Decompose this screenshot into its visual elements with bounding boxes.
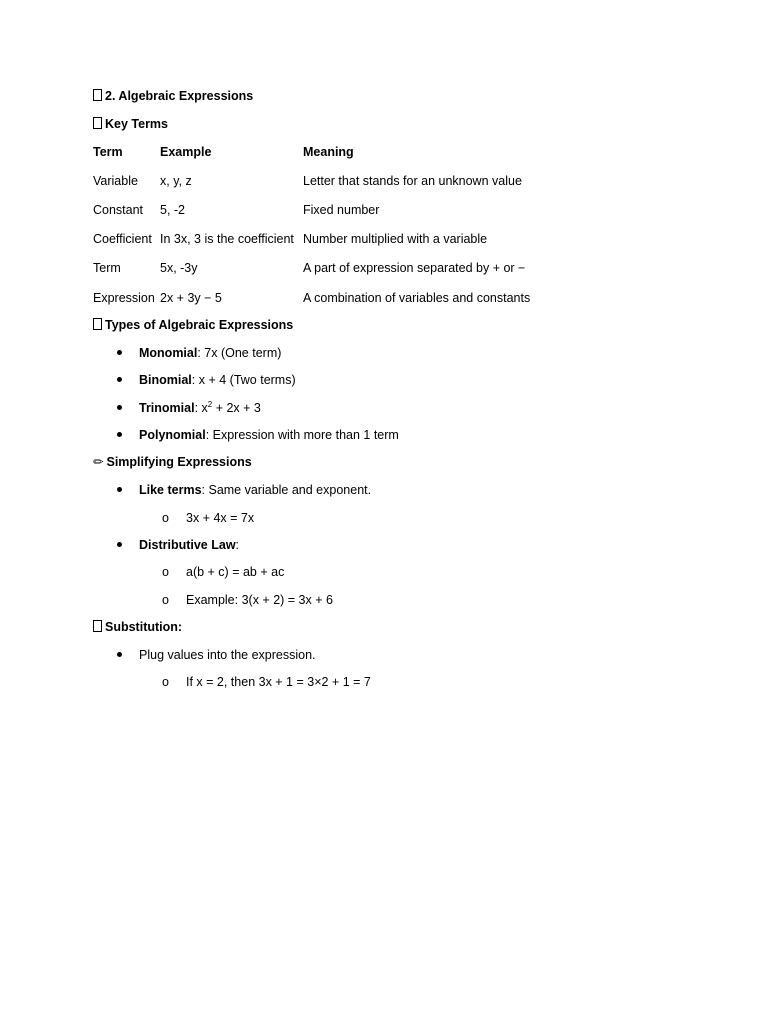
simplifying-heading-text: Simplifying Expressions: [106, 455, 252, 469]
table-cell-example: 5, -2: [160, 203, 186, 217]
list-item-text: + 2x + 3: [212, 401, 261, 415]
key-terms-heading: [93, 116, 168, 132]
sub-list-item: 3x + 4x = 7x: [186, 511, 255, 525]
list-item-plug-values: Plug values into the expression.: [139, 648, 316, 662]
list-item-label: Distributive Law: [139, 538, 236, 552]
list-item-label: Polynomial: [139, 428, 206, 442]
bullet-marker: [114, 537, 124, 553]
list-item-label: Monomial: [139, 346, 198, 360]
bullet-marker: [114, 372, 124, 388]
table-cell-meaning: Fixed number: [303, 203, 380, 217]
missing-glyph-icon: [93, 117, 102, 129]
list-item-trinomial: [139, 400, 261, 416]
table-cell-term: Term: [93, 261, 121, 275]
list-item-monomial: [139, 345, 281, 361]
table-cell-example: 5x, -3y: [160, 261, 198, 275]
list-item-like-terms: [139, 482, 371, 498]
table-header-term: Term: [93, 145, 123, 159]
table-cell-meaning: A combination of variables and constants: [303, 291, 531, 305]
bullet-marker: [114, 647, 124, 663]
pencil-icon: ✏: [93, 455, 104, 469]
bullet-marker: [114, 400, 124, 416]
list-item-label: Binomial: [139, 373, 192, 387]
sub-list-item: Example: 3(x + 2) = 3x + 6: [186, 593, 333, 607]
missing-glyph-icon: [93, 318, 102, 330]
bullet-marker: [114, 345, 124, 361]
list-item-text: :: [235, 538, 240, 552]
bullet-marker: [114, 427, 124, 443]
section-title: [93, 88, 253, 104]
missing-glyph-icon: [93, 620, 102, 632]
table-cell-example: x, y, z: [160, 174, 192, 188]
table-cell-term: Coefficient: [93, 232, 152, 246]
section-title-text: 2. Algebraic Expressions: [105, 89, 254, 103]
list-item-distributive: [139, 537, 239, 553]
types-heading: [93, 317, 293, 333]
table-header-meaning: Meaning: [303, 145, 354, 159]
sub-bullet-marker: o: [162, 511, 169, 525]
bullet-marker: [114, 482, 124, 498]
sub-bullet-marker: o: [162, 675, 169, 689]
sub-bullet-marker: o: [162, 593, 169, 607]
list-item-text: : x + 4 (Two terms): [191, 373, 296, 387]
list-item-text: : 7x (One term): [197, 346, 282, 360]
missing-glyph-icon: [93, 89, 102, 101]
list-item-polynomial: [139, 427, 399, 443]
table-cell-example: 2x + 3y − 5: [160, 291, 222, 305]
key-terms-heading-text: Key Terms: [105, 117, 168, 131]
table-cell-term: Variable: [93, 174, 138, 188]
table-cell-meaning: Letter that stands for an unknown value: [303, 174, 522, 188]
list-item-text: : Expression with more than 1 term: [205, 428, 399, 442]
simplifying-heading: [93, 454, 252, 470]
substitution-heading-text: Substitution:: [105, 620, 183, 634]
sub-list-item: a(b + c) = ab + ac: [186, 565, 285, 579]
superscript: 2: [207, 400, 213, 409]
substitution-heading: [93, 619, 182, 635]
list-item-text: : x: [194, 401, 208, 415]
table-cell-term: Constant: [93, 203, 144, 217]
list-item-text: : Same variable and exponent.: [201, 483, 372, 497]
sub-list-item: If x = 2, then 3x + 1 = 3×2 + 1 = 7: [186, 675, 371, 689]
table-cell-term: Expression: [93, 291, 155, 305]
types-heading-text: Types of Algebraic Expressions: [105, 318, 294, 332]
list-item-label: Trinomial: [139, 401, 195, 415]
sub-bullet-marker: o: [162, 565, 169, 579]
table-header-example: Example: [160, 145, 212, 159]
table-cell-meaning: Number multiplied with a variable: [303, 232, 488, 246]
list-item-label: Like terms: [139, 483, 202, 497]
list-item-binomial: [139, 372, 296, 388]
table-cell-example: In 3x, 3 is the coefficient: [160, 232, 294, 246]
table-cell-meaning: A part of expression separated by + or −: [303, 261, 526, 275]
